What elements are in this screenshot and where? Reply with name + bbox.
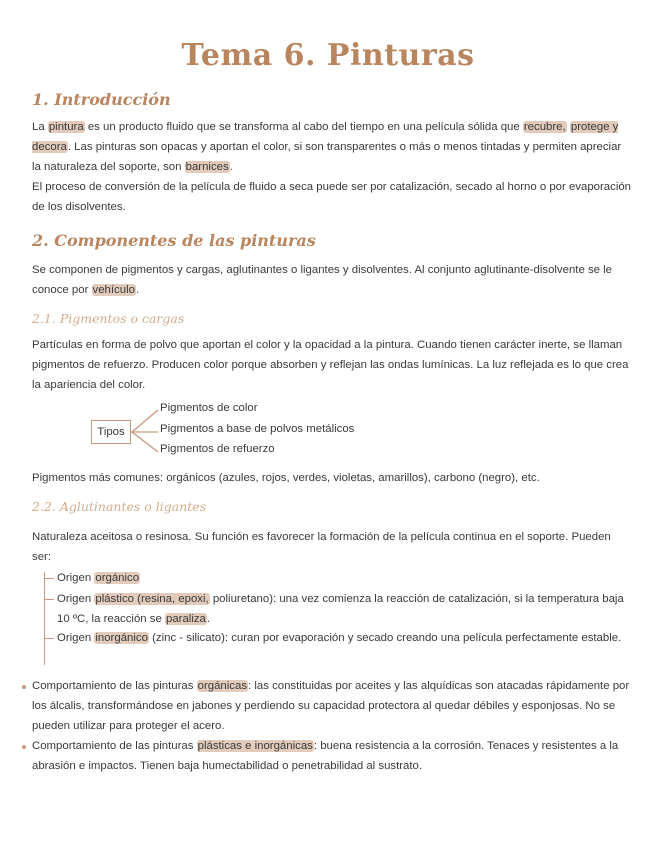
text: . Las pinturas son opacas y aportan el color, si son transparentes o más o menos tintadas y permiten apreciar la naturaleza del soporte, son [32, 141, 622, 173]
highlight-plastico: plástico (resina, epoxi, [95, 593, 209, 605]
bullet-dot-icon [22, 685, 26, 689]
text: . [135, 284, 140, 296]
text: La [32, 121, 48, 133]
highlight-recubre: recubre, [523, 121, 566, 133]
bullet-dot-icon [22, 745, 26, 749]
tipo-item: Pigmentos de refuerzo [160, 443, 275, 455]
pigmentos-paragraph: Partículas en forma de polvo que aportan el color y la opacidad a la pintura. Cuando tienen carácter inerte, se llaman pigmentos de refuerzo. Producen color porque absorben y reflejan las ondas lumínicas. La luz reflejada es lo que crea la apariencia del color. [32, 339, 629, 391]
highlight-plasticas: plásticas e inorgánicas [197, 740, 313, 752]
text: Comportamiento de las pinturas [32, 740, 197, 752]
origin-tree-line [44, 572, 45, 665]
text: poliuretano): una vez comienza la reacción de catalización, si la temperatura baja 10 ºC, la reacción se [57, 593, 624, 625]
text: . [229, 161, 233, 173]
heading-introduccion: 1. Introducción [32, 90, 171, 109]
heading-pigmentos: 2.1. Pigmentos o cargas [32, 311, 185, 326]
tipos-bracket-icon [130, 400, 160, 464]
bullet-plasticas [32, 736, 632, 776]
tipo-item: Pigmentos a base de polvos metálicos [160, 423, 355, 435]
heading-aglutinantes: 2.2. Aglutinantes o ligantes [32, 499, 207, 514]
text: : buena resistencia a la corrosión. Tenaces y resistentes a la abrasión e impactos. Tienen baja humectabilidad o penetrabilidad al sustrato. [32, 740, 619, 772]
page-title: Tema 6. Pinturas [181, 38, 475, 73]
text: Origen [57, 593, 95, 605]
highlight-paraliza: paraliza [166, 613, 206, 625]
text: Se componen de pigmentos y cargas, aglutinantes o ligantes y disolventes. Al conjunto aglutinante-disolvente se le conoce por [32, 264, 613, 296]
text: es un producto fluido que se transforma al cabo del tiempo en una película sólida que [84, 121, 523, 133]
text: Origen [57, 572, 95, 584]
heading-componentes: 2. Componentes de las pinturas [32, 231, 316, 250]
origin-item-organico [57, 568, 632, 588]
highlight-inorganico: inorgánico [95, 632, 148, 644]
text: . [206, 613, 211, 625]
intro-paragraph-2: El proceso de conversión de la película de fluido a seca puede ser por catalización, secado al horno o por evaporación de los disolventes. [32, 181, 632, 213]
highlight-organicas: orgánicas [197, 680, 248, 692]
highlight-organico: orgánico [95, 572, 140, 584]
bullet-organicas [32, 676, 632, 736]
text: Origen [57, 632, 95, 644]
highlight-pintura: pintura [48, 121, 84, 133]
text: Comportamiento de las pinturas [32, 680, 197, 692]
origin-item-plastico [57, 589, 632, 629]
highlight-vehiculo: vehículo [92, 284, 135, 296]
highlight-barnices: barnices [185, 161, 229, 173]
pigmentos-comunes-paragraph: Pigmentos más comunes: orgánicos (azules, rojos, verdes, violetas, amarillos), carbono (negro), etc. [32, 472, 540, 484]
origin-tree-tick [44, 578, 54, 579]
tipo-item: Pigmentos de color [160, 402, 258, 414]
origin-tree-tick [44, 599, 54, 600]
text: (zinc - silicato): curan por evaporación y secado creando una película perfectamente estable. [148, 632, 622, 644]
text: : las constituidas por aceites y las alquídicas son atacadas rápidamente por los álcalis, transformándose en jabones y perdiendo su capacidad protectora al quedar débiles y esponjosas. No se pueden utilizar para proteger el acero. [32, 680, 630, 732]
tipos-box: Tipos [91, 420, 131, 444]
intro-paragraph-1 [32, 117, 632, 177]
aglutinantes-paragraph: Naturaleza aceitosa o resinosa. Su función es favorecer la formación de la película continua en el soporte. Pueden ser: [32, 531, 611, 563]
origin-item-inorganico [57, 628, 632, 648]
componentes-paragraph [32, 260, 632, 300]
highlight-protege: protege y decora [32, 121, 619, 153]
origin-tree-tick [44, 638, 54, 639]
